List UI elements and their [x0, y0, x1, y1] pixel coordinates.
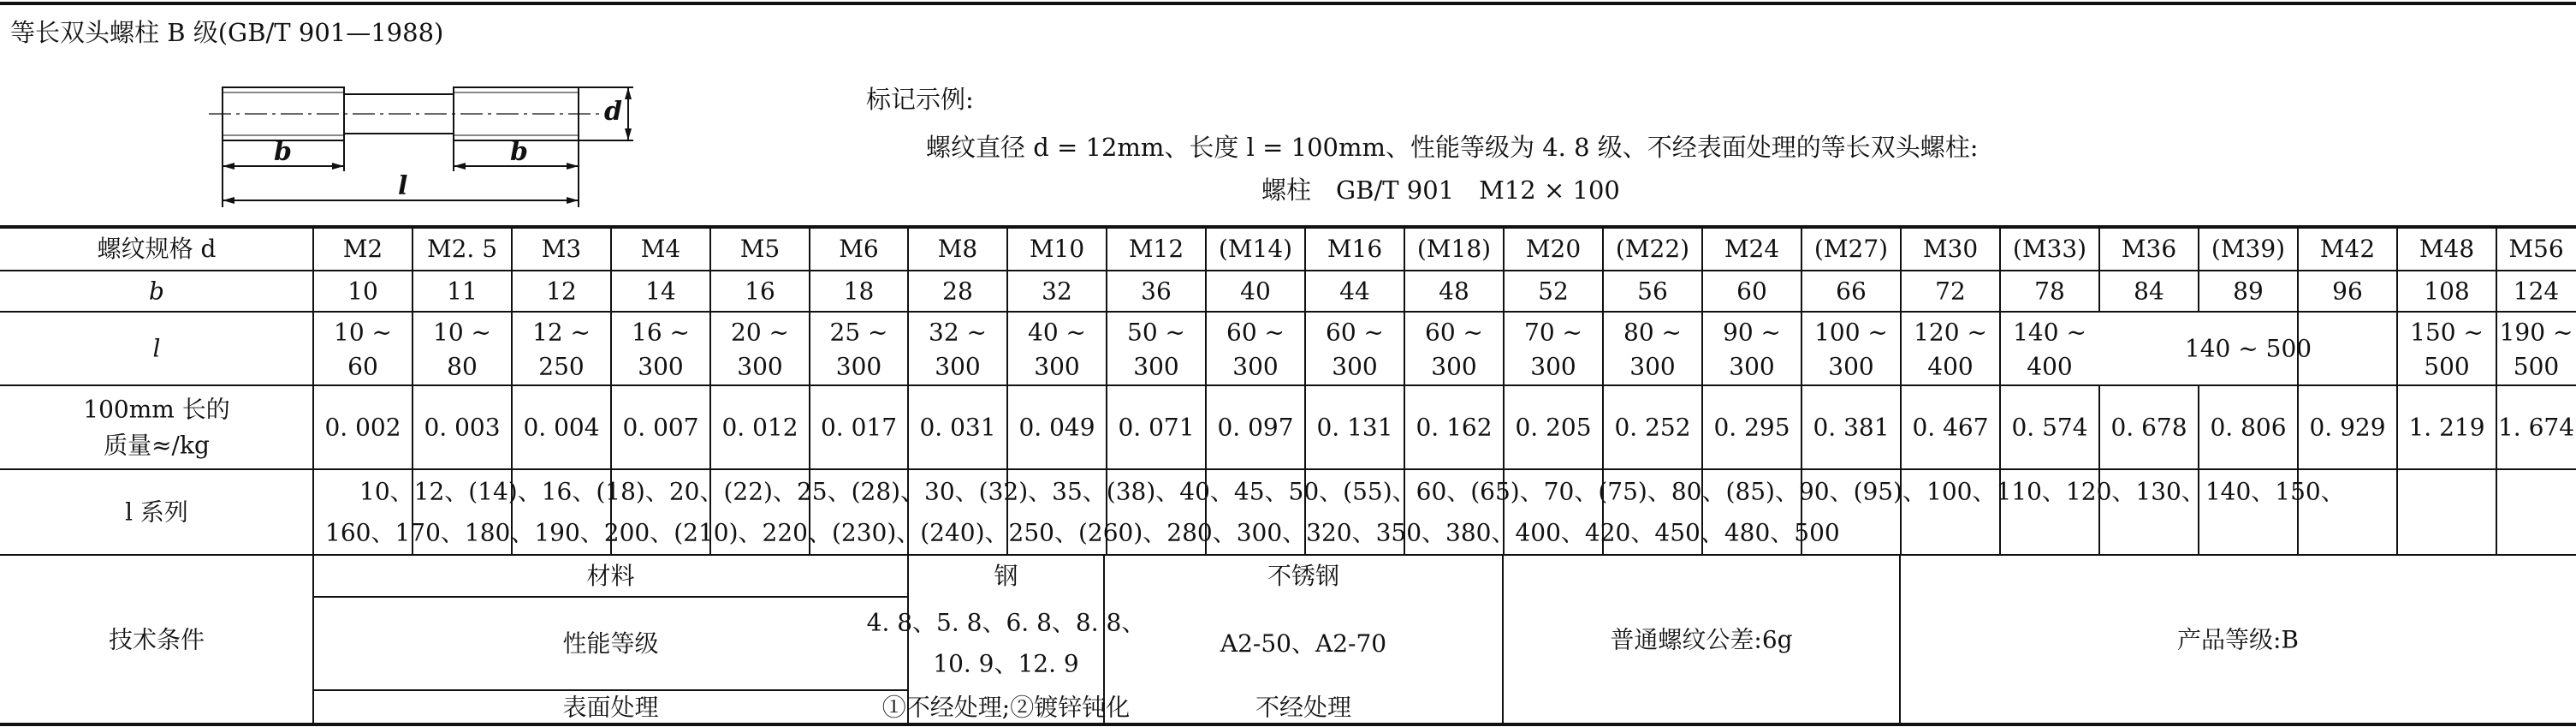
spec-table: [0, 224, 2576, 727]
stainless-grades: A2-50、A2-70: [1220, 629, 1387, 658]
mass-cell: 0. 007: [622, 413, 699, 442]
label-l: l: [398, 171, 408, 201]
size-cell: M20: [1525, 235, 1582, 263]
b-cell: 84: [2134, 277, 2164, 306]
l-cell-bottom: 500: [2513, 352, 2560, 381]
mass-cell: 1. 219: [2408, 413, 2485, 442]
mass-cell: 0. 467: [1912, 413, 1989, 442]
mass-cell: 0. 049: [1018, 413, 1095, 442]
product-grade: 产品等级:B: [2176, 625, 2300, 654]
l-header: l: [152, 334, 161, 363]
example-code: 螺柱 GB/T 901 M12 × 100: [1261, 176, 1620, 205]
label-b-left: b: [274, 137, 292, 167]
b-cell: 40: [1240, 277, 1271, 306]
b-cell: 89: [2233, 277, 2264, 306]
l-cell-bottom: 300: [1332, 352, 1378, 381]
l-cell-top: 50 ~: [1127, 318, 1185, 347]
l-cell-top: 10 ~: [433, 318, 491, 347]
mass-header-line2: 质量≈/kg: [104, 431, 210, 460]
size-cell: (M18): [1416, 235, 1492, 263]
mass-cell: 0. 252: [1614, 413, 1691, 442]
material-label: 材料: [586, 562, 635, 590]
mass-cell: 0. 017: [820, 413, 898, 442]
size-cell: (M39): [2211, 235, 2286, 263]
b-cell: 12: [546, 277, 577, 306]
series-line-1: 10、12、(14)、16、(18)、20、(22)、25、(28)、30、(32)、35、(38)、40、45、50、(55)、60、(65)、70、(75)、80、(85)、90、(95)、100、110、120、130、140、150、: [359, 477, 2345, 506]
mass-cell: 0. 574: [2011, 413, 2088, 442]
b-cell: 11: [447, 277, 478, 306]
l-cell-top: 12 ~: [532, 318, 591, 347]
top-rule: [0, 2, 2576, 5]
surface-label: 表面处理: [562, 693, 659, 722]
l-cell-top: 10 ~: [334, 318, 392, 347]
l-cell-bottom: 500: [2424, 352, 2470, 381]
l-cell-bottom: 400: [1927, 352, 1974, 381]
size-cell: (M22): [1615, 235, 1690, 263]
arrow-l-1: [223, 197, 234, 204]
l-cell-top: 40 ~: [1028, 318, 1086, 347]
mass-cell: 0. 012: [721, 413, 798, 442]
thread-tolerance: 普通螺纹公差:6g: [1610, 625, 1793, 654]
l-cell-top: 32 ~: [929, 318, 987, 347]
arrow-b-left-2: [332, 163, 344, 170]
size-cell: M3: [541, 235, 582, 263]
mass-cell: 0. 003: [424, 413, 501, 442]
size-header: 螺纹规格 d: [97, 235, 217, 263]
size-cell: M10: [1029, 235, 1085, 263]
steel-grades-line2: 10. 9、12. 9: [933, 649, 1079, 678]
size-cell: (M27): [1813, 235, 1889, 263]
b-cell: 18: [843, 277, 875, 306]
b-cell: 124: [2513, 277, 2560, 306]
b-cell: 72: [1935, 277, 1966, 306]
b-cell: 78: [2034, 277, 2065, 306]
page-title: 等长双头螺柱 B 级(GB/T 901—1988): [10, 18, 444, 47]
mass-cell: 0. 004: [523, 413, 600, 442]
size-cell: M42: [2319, 235, 2376, 263]
mass-cell: 0. 131: [1316, 413, 1393, 442]
l-cell-top: 25 ~: [829, 318, 888, 347]
size-cell: M36: [2121, 235, 2177, 263]
l-cell-bottom: 300: [935, 352, 981, 381]
l-cell-top: 60 ~: [1226, 318, 1285, 347]
l-cell-bottom: 300: [1034, 352, 1080, 381]
mass-cell: 0. 071: [1118, 413, 1195, 442]
l-cell-bottom: 300: [1431, 352, 1477, 381]
arrow-l-2: [567, 197, 579, 204]
example-label: 标记示例:: [866, 85, 974, 114]
label-d: d: [604, 97, 622, 127]
size-cell: (M33): [2012, 235, 2087, 263]
table-cells: [83, 235, 2574, 722]
series-header: l 系列: [125, 498, 188, 527]
b-cell: 48: [1439, 277, 1469, 306]
example-description: 螺纹直径 d = 12mm、长度 l = 100mm、性能等级为 4. 8 级、不经表面处理的等长双头螺柱:: [926, 133, 1979, 162]
l-cell-bottom: 300: [1530, 352, 1576, 381]
b-cell: 66: [1836, 277, 1867, 306]
b-cell: 16: [745, 277, 775, 306]
l-cell-top: 140 ~: [2013, 318, 2086, 347]
b-cell: 52: [1538, 277, 1569, 306]
b-cell: 44: [1339, 277, 1370, 306]
b-cell: 36: [1141, 277, 1172, 306]
b-cell: 60: [1736, 277, 1767, 306]
b-cell: 32: [1042, 277, 1072, 306]
series-line-2: 160、170、180、190、200、(210)、220、(230)、(240)、250、(260)、280、300、320、350、380、400、420、450、480、500: [325, 518, 1840, 547]
l-cell-bottom: 250: [538, 352, 585, 381]
l-cell-bottom: 300: [638, 352, 684, 381]
b-header: b: [149, 277, 164, 306]
b-cell: 56: [1637, 277, 1668, 306]
l-cell-top: 60 ~: [1326, 318, 1384, 347]
l-cell-bottom: 80: [447, 352, 478, 381]
size-cell: (M14): [1218, 235, 1293, 263]
mass-cell: 0. 678: [2110, 413, 2187, 442]
tech-header: 技术条件: [108, 625, 205, 654]
size-cell: M5: [739, 235, 781, 263]
l-cell-bottom: 300: [1828, 352, 1874, 381]
l-cell-bottom: 400: [2027, 352, 2073, 381]
size-cell: M24: [1724, 235, 1780, 263]
material-steel: 钢: [994, 562, 1018, 590]
size-cell: M8: [937, 235, 978, 263]
material-stainless: 不锈钢: [1267, 562, 1340, 590]
size-cell: M2: [342, 235, 383, 263]
l-cell-top: 60 ~: [1425, 318, 1483, 347]
l-cell-top: 80 ~: [1623, 318, 1682, 347]
l-cell-bottom: 300: [737, 352, 783, 381]
b-cell: 96: [2332, 277, 2363, 306]
mass-cell: 0. 381: [1813, 413, 1890, 442]
mass-cell: 0. 002: [324, 413, 401, 442]
size-cell: M56: [2508, 235, 2564, 263]
l-cell-top: 150 ~: [2410, 318, 2484, 347]
size-cell: M48: [2419, 235, 2475, 263]
arrow-d-2: [625, 128, 632, 140]
arrow-b-right-2: [567, 163, 579, 170]
mass-cell: 0. 205: [1515, 413, 1592, 442]
l-cell-top: 16 ~: [632, 318, 690, 347]
size-cell: M12: [1128, 235, 1184, 263]
mass-cell: 0. 162: [1416, 413, 1493, 442]
l-cell-bottom: 300: [835, 352, 882, 381]
steel-surface: ①不经处理;②镀锌钝化: [881, 693, 1131, 722]
l-cell-merged: 140 ~ 500: [2184, 334, 2312, 363]
stud-drawing: [205, 70, 650, 216]
l-cell-bottom: 300: [1629, 352, 1676, 381]
mass-cell: 0. 097: [1217, 413, 1294, 442]
mass-cell: 0. 806: [2210, 413, 2287, 442]
size-cell: M2. 5: [426, 235, 498, 263]
l-cell-top: 120 ~: [1914, 318, 1987, 347]
l-cell-bottom: 300: [1729, 352, 1775, 381]
arrow-d-1: [625, 87, 632, 99]
mass-cell: 1. 674: [2497, 413, 2575, 442]
size-cell: M16: [1327, 235, 1383, 263]
l-cell-top: 20 ~: [731, 318, 789, 347]
grade-label: 性能等级: [562, 629, 659, 658]
l-cell-top: 70 ~: [1524, 318, 1582, 347]
mass-cell: 0. 929: [2309, 413, 2386, 442]
l-cell-top: 90 ~: [1723, 318, 1781, 347]
mass-cell: 0. 031: [919, 413, 996, 442]
b-cell: 108: [2424, 277, 2470, 306]
b-cell: 14: [645, 277, 676, 306]
arrow-b-right-1: [454, 163, 466, 170]
l-cell-bottom: 300: [1133, 352, 1179, 381]
l-cell-top: 100 ~: [1814, 318, 1888, 347]
arrow-b-left-1: [223, 163, 234, 170]
l-cell-bottom: 60: [347, 352, 378, 381]
stainless-surface: 不经处理: [1255, 693, 1352, 722]
size-cell: M4: [640, 235, 681, 263]
b-cell: 28: [942, 277, 973, 306]
mass-header-line1: 100mm 长的: [83, 395, 230, 424]
label-b-right: b: [510, 137, 528, 167]
mass-cell: 0. 295: [1713, 413, 1790, 442]
l-cell-top: 190 ~: [2499, 318, 2573, 347]
steel-grades-line1: 4. 8、5. 8、6. 8、8. 8、: [866, 608, 1146, 637]
l-cell-bottom: 300: [1232, 352, 1279, 381]
b-cell: 10: [347, 277, 378, 306]
size-cell: M30: [1922, 235, 1979, 263]
size-cell: M6: [839, 235, 879, 263]
